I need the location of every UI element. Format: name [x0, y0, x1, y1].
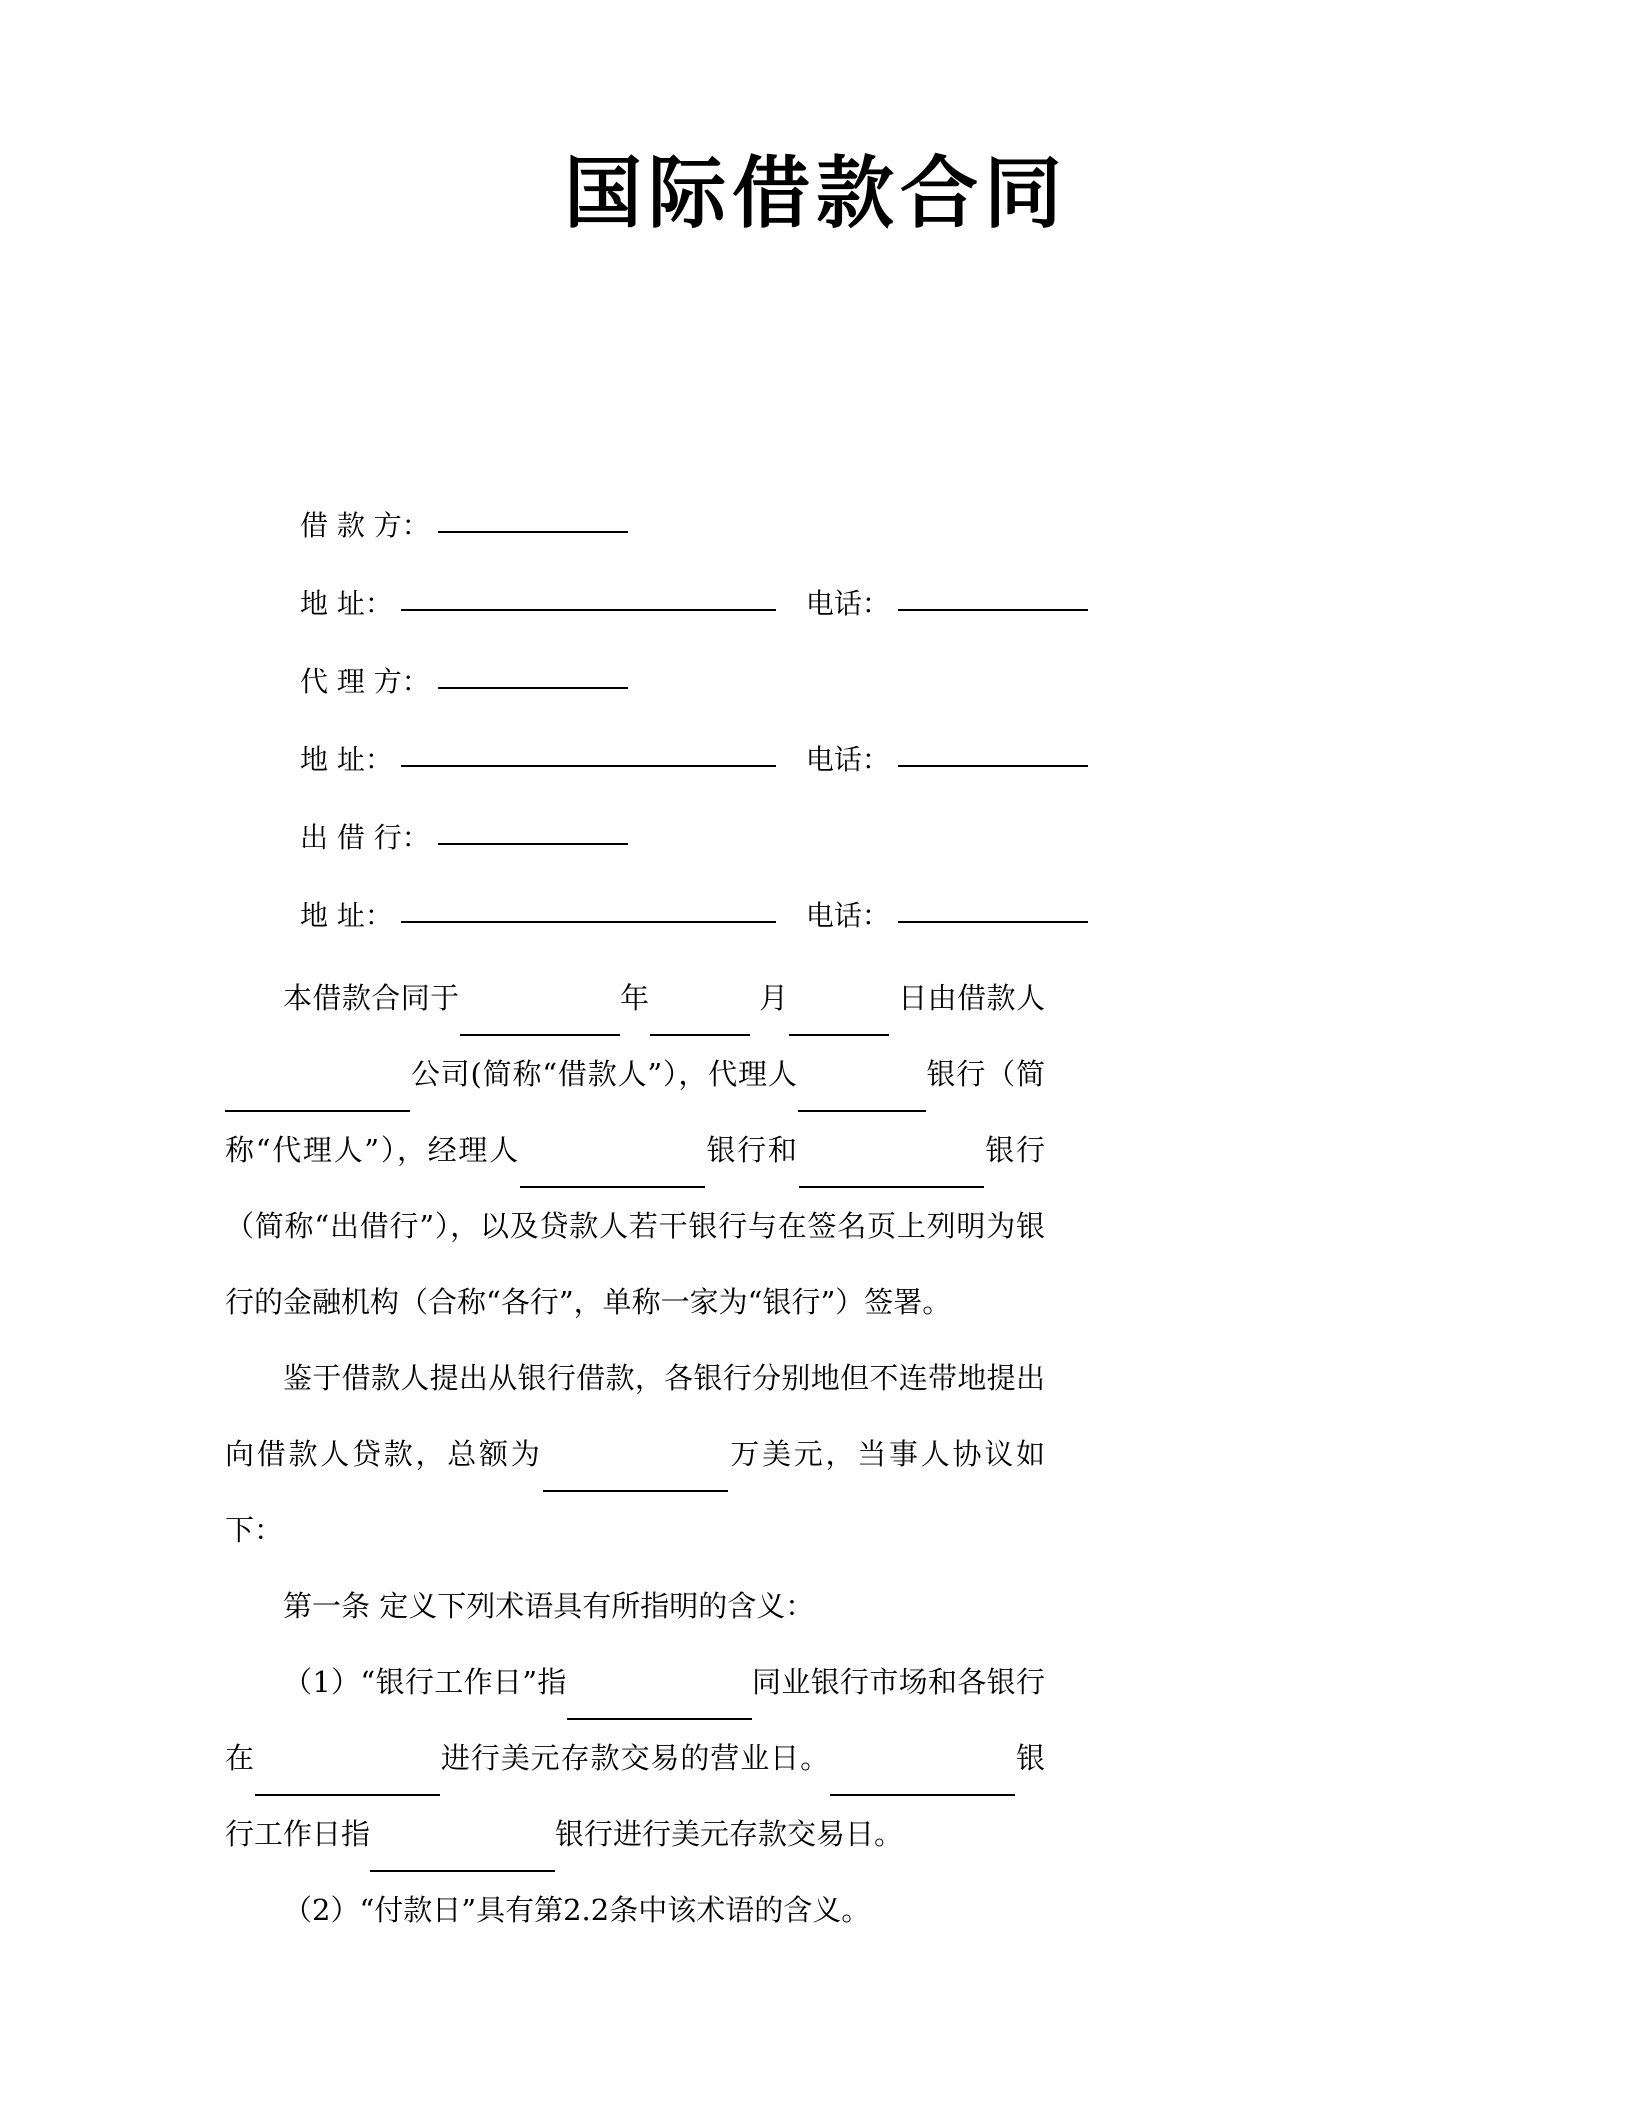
preamble-text-4: 日由借款人 [888, 981, 1045, 1015]
borrower-label: 借 款 方： [300, 509, 430, 542]
paragraph-recital [225, 1340, 1045, 1568]
borrower-phone-input-line[interactable] [898, 608, 1088, 611]
contract-month-blank[interactable] [650, 1004, 750, 1036]
borrower-address-input-line[interactable] [401, 608, 776, 611]
contract-year-blank[interactable] [460, 1004, 620, 1036]
address-label: 地 址： [300, 899, 393, 932]
form-row-lender-bank [300, 774, 1400, 852]
preamble-text-6: 银行（简称“代理人”），经理人 [225, 1057, 1045, 1167]
recital-text-2: 万美元，当事人协议如下： [225, 1437, 1045, 1547]
form-row-agent [300, 618, 1400, 696]
lender-address-input-line[interactable] [401, 920, 776, 923]
contract-body [225, 960, 1045, 1948]
party-info-form [300, 462, 1400, 930]
borrower-company-blank[interactable] [225, 1080, 410, 1112]
agent-bank-blank[interactable] [798, 1080, 926, 1112]
form-row-borrower-address [300, 540, 1400, 618]
address-label: 地 址： [300, 587, 393, 620]
recital-text-1: 鉴于借款人提出从银行借款，各银行分别地但不连带地提出向借款人贷款，总额为 [225, 1361, 1045, 1471]
form-row-agent-address [300, 696, 1400, 774]
paragraph-definition-1 [225, 1644, 1045, 1872]
agent-address-input-line[interactable] [401, 764, 776, 767]
preamble-text-2: 年 [619, 981, 650, 1015]
preamble-text-1: 本借款合同于 [283, 981, 460, 1015]
preamble-text-5: 公司(简称“借款人”），代理人 [410, 1057, 798, 1091]
definition-1-text-2: 同业银行市场和各银行在 [225, 1665, 1045, 1775]
loan-amount-blank[interactable] [543, 1460, 728, 1492]
paragraph-definition-2: （2）“付款日”具有第2.2条中该术语的含义。 [283, 1893, 871, 1927]
definition-1-text-1: （1）“银行工作日”指 [283, 1665, 567, 1699]
form-row-lender-address [300, 852, 1400, 930]
usd-deposit-bank-blank[interactable] [370, 1840, 555, 1872]
definition-1-text-3: 进行美元存款交易的营业日。 [439, 1741, 831, 1775]
interbank-market-blank[interactable] [567, 1688, 752, 1720]
agent-label: 代 理 方： [300, 665, 430, 698]
page-title: 国际借款合同 [563, 149, 1068, 239]
manager-bank-blank[interactable] [520, 1156, 705, 1188]
phone-label: 电话： [805, 899, 890, 932]
phone-label: 电话： [805, 587, 890, 620]
bank-location-blank[interactable] [255, 1764, 440, 1796]
agent-phone-input-line[interactable] [898, 764, 1088, 767]
preamble-text-7: 银行和 [704, 1133, 799, 1167]
lender-bank-input-line[interactable] [438, 842, 628, 845]
phone-label: 电话： [805, 743, 890, 776]
definition-1-text-5: 银行进行美元存款交易日。 [555, 1817, 904, 1851]
paragraph-article-one: 第一条 定义下列术语具有所指明的含义： [283, 1589, 815, 1623]
definition-1-text-4: 银行工作日指 [225, 1741, 1045, 1851]
lender-phone-input-line[interactable] [898, 920, 1088, 923]
borrower-input-line[interactable] [438, 530, 628, 533]
lender-bank-blank[interactable] [799, 1156, 984, 1188]
address-label: 地 址： [300, 743, 393, 776]
paragraph-preamble [225, 960, 1045, 1340]
business-day-bank-blank[interactable] [830, 1764, 1015, 1796]
lender-bank-label: 出 借 行： [300, 821, 430, 854]
form-row-borrower [300, 462, 1400, 540]
preamble-text-3: 月 [749, 981, 789, 1015]
contract-day-blank[interactable] [789, 1004, 889, 1036]
agent-input-line[interactable] [438, 686, 628, 689]
preamble-text-8: 银行（简称“出借行”），以及贷款人若干银行与在签名页上列明为银行的金融机构（合称“各行”，单称一家为“银行”）签署。 [225, 1133, 1045, 1319]
